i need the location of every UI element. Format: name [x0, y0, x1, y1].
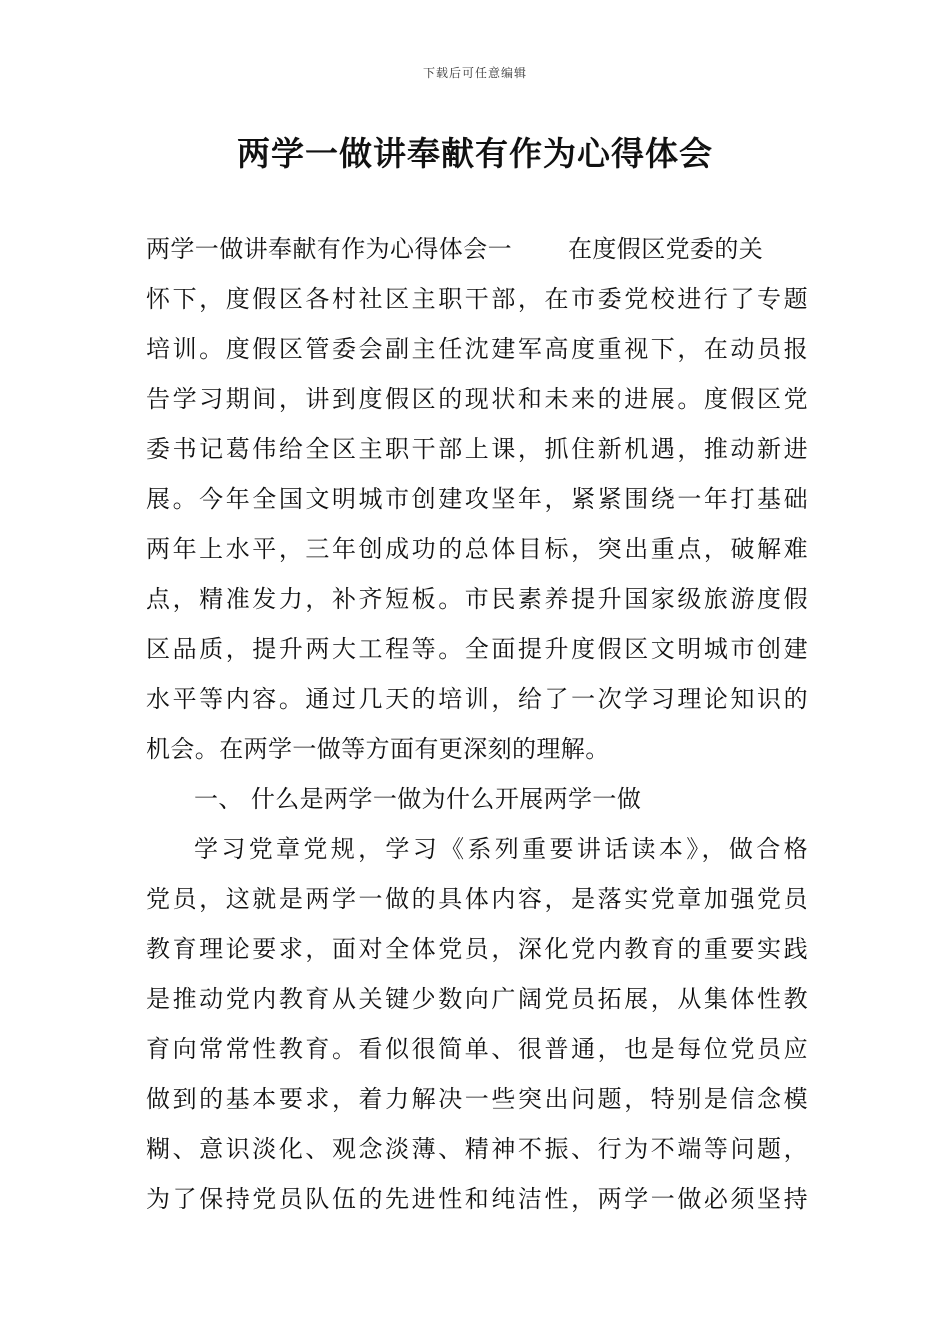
- paragraph-line: 教育理论要求，面对全体党员，深化党内教育的重要实践: [146, 935, 808, 963]
- paragraph-line: 区品质，提升两大工程等。全面提升度假区文明城市创建: [146, 635, 808, 663]
- page-title: 两学一做讲奉献有作为心得体会: [237, 134, 713, 173]
- paragraph-line: 告学习期间，讲到度假区的现状和未来的进展。度假区党: [146, 385, 808, 413]
- section-heading: 一、 什么是两学一做为什么开展两学一做: [194, 785, 642, 813]
- paragraph-line: 育向常常性教育。看似很简单、很普通，也是每位党员应: [146, 1035, 808, 1063]
- paragraph-line: 怀下，度假区各村社区主职干部，在市委党校进行了专题: [146, 285, 808, 313]
- intro-prefix: 两学一做讲奉献有作为心得体会一: [146, 235, 512, 263]
- paragraph-line: 点，精准发力，补齐短板。市民素养提升国家级旅游度假: [146, 585, 808, 613]
- paragraph-line: 为了保持党员队伍的先进性和纯洁性，两学一做必须坚持: [146, 1185, 808, 1213]
- paragraph-line: 党员，这就是两学一做的具体内容，是落实党章加强党员: [146, 885, 808, 913]
- paragraph-line-text: 在度假区党委的关: [568, 235, 764, 263]
- paragraph-line: 机会。在两学一做等方面有更深刻的理解。: [146, 735, 610, 763]
- header-note: 下载后可任意编辑: [422, 66, 527, 80]
- paragraph-line: 学习党章党规，学习《系列重要讲话读本》，做合格: [194, 835, 808, 863]
- paragraph-line: 培训。度假区管委会副主任沈建军高度重视下，在动员报: [146, 335, 808, 363]
- document-body: [146, 224, 808, 1224]
- paragraph-line: 糊、意识淡化、观念淡薄、精神不振、行为不端等问题，: [146, 1135, 808, 1163]
- paragraph-line: [146, 224, 808, 274]
- paragraph-line: 两年上水平，三年创成功的总体目标，突出重点，破解难: [146, 535, 808, 563]
- paragraph-line: 做到的基本要求，着力解决一些突出问题，特别是信念模: [146, 1085, 808, 1113]
- paragraph-line: 展。今年全国文明城市创建攻坚年，紧紧围绕一年打基础: [146, 485, 808, 513]
- paragraph-line: 水平等内容。通过几天的培训，给了一次学习理论知识的: [146, 685, 808, 713]
- paragraph-line: 是推动党内教育从关键少数向广阔党员拓展，从集体性教: [146, 985, 808, 1013]
- paragraph-line: 委书记葛伟给全区主职干部上课，抓住新机遇，推动新进: [146, 435, 808, 463]
